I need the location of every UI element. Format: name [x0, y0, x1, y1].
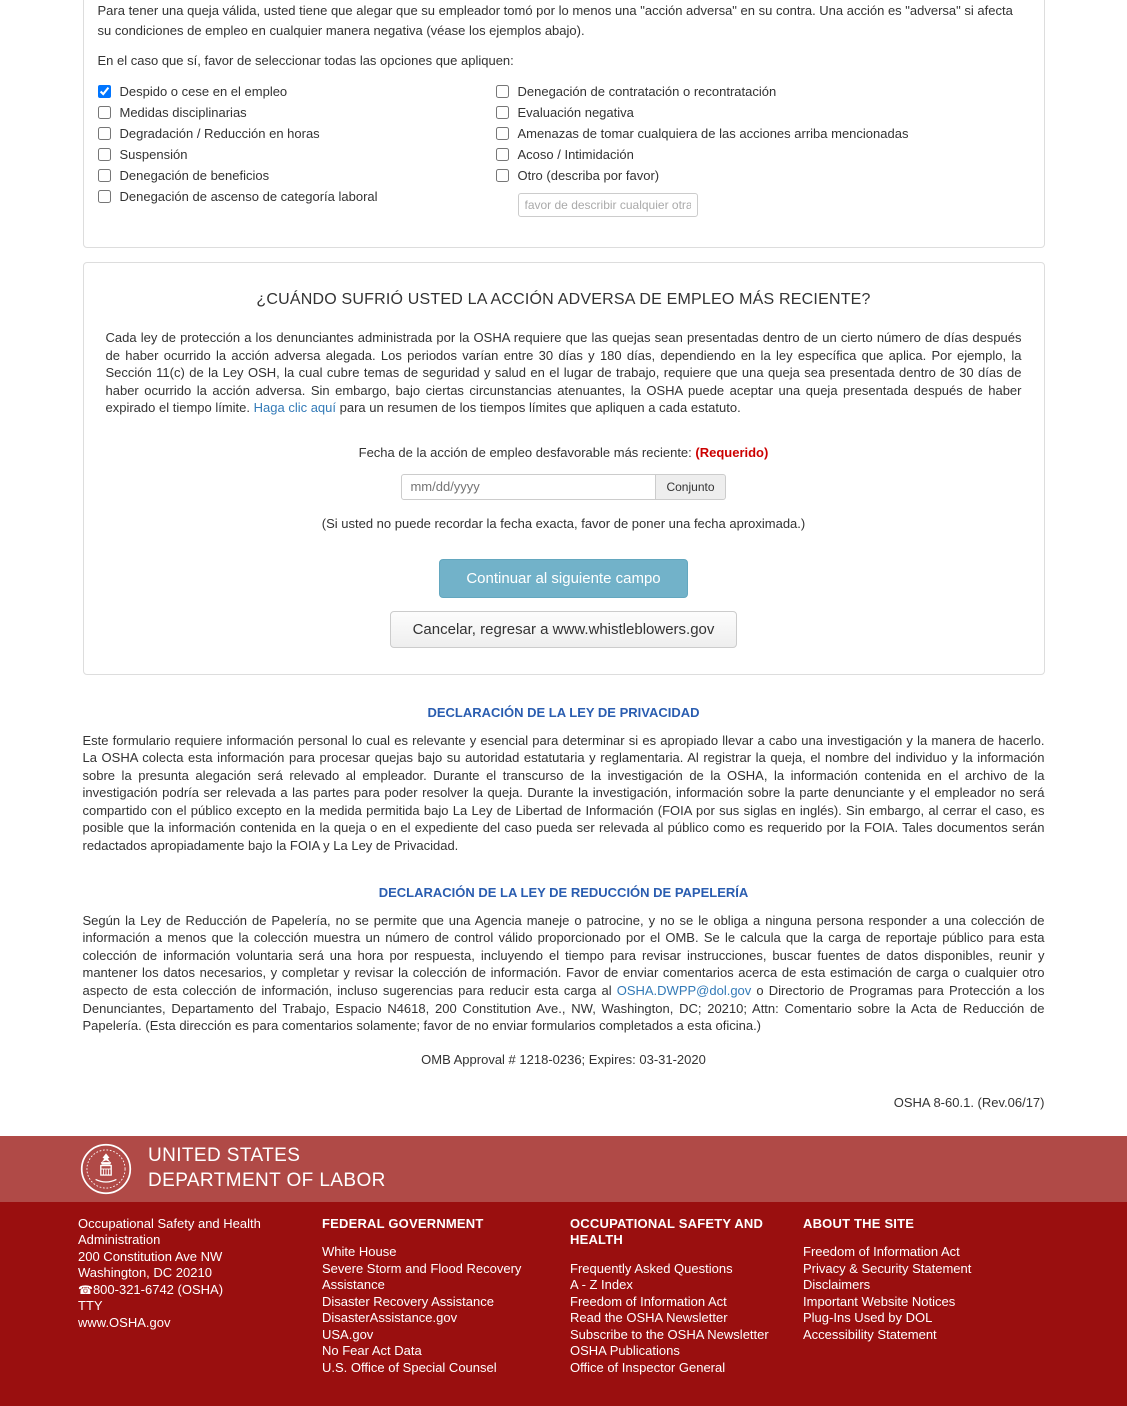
date-field-label: Fecha de la acción de empleo desfavorable más reciente:	[358, 444, 696, 460]
disclaimers-link[interactable]: Disclaimers	[803, 1277, 871, 1293]
paperwork-act-heading: DECLARACIÓN DE LA LEY DE REDUCCIÓN DE PAPELERÍA	[378, 884, 749, 900]
date-question-panel	[83, 262, 1045, 675]
read-newsletter-link[interactable]: Read the OSHA Newsletter	[570, 1310, 728, 1326]
option-label: Denegación de ascenso de categoría laboral	[119, 189, 378, 204]
footer-columns	[78, 1216, 1127, 1377]
body-text: o Directorio de Programas para Protección a los Denunciantes, Departamento del Trabajo, Espacio N4618, 200 Constitution Ave., NW, Washington, DC; 20210; Attn: Comentario sobre la Acta de Reducción de Papelería. (Esta dirección es para comentarios solamente; favor de no enviar formularios completados a esta oficina.)	[82, 983, 1045, 1034]
option-ascenso[interactable]	[98, 189, 496, 204]
body-text: Según la Ley de Reducción de Papelería, no se permite que una Agencia maneje o patrocine, y no se le obliga a ninguna persona responder a una colección de información a menos que la colección muestra un número de control válido proporcionado por el OMB. Se le calcula que la carga de reportaje público para esta colección de información voluntaria será una hora por respuesta, incluyendo el tiempo para revisar instrucciones, buscar fuentes de datos disponibles, reunir y mantener los datos necesarios, y completar y revisar la colección de información. Favor de enviar comentarios acerca de esta estimación de carga o cualquier otro aspecto de esta colección de información, incluso sugerencias para reducir esta carga al	[82, 912, 1045, 999]
dol-masthead	[0, 1136, 1127, 1202]
time-limits-link[interactable]: Haga clic aquí	[253, 400, 337, 415]
option-label: Suspensión	[119, 147, 188, 162]
date-question-body	[106, 329, 1022, 417]
agency-phone: 800-321-6742 (OSHA)	[92, 1281, 224, 1297]
option-medidas[interactable]	[98, 105, 496, 120]
website-notices-link[interactable]: Important Website Notices	[803, 1293, 956, 1309]
approximate-date-note: (Si usted no puede recordar la fecha exacta, favor de poner una fecha aproximada.)	[321, 515, 806, 531]
checkbox-column-right	[496, 78, 1026, 217]
masthead-line2: DEPARTMENT OF LABOR	[148, 1170, 386, 1192]
agency-phone-line	[78, 1282, 322, 1299]
privacy-act-heading: DECLARACIÓN DE LA LEY DE PRIVACIDAD	[427, 704, 700, 720]
form-actions	[106, 559, 1022, 648]
no-fear-act-link[interactable]: No Fear Act Data	[322, 1343, 422, 1359]
adverse-action-intro: Para tener una queja válida, usted tiene que alegar que su empleador tomó por lo menos una "acción adversa" en su contra. Una acción es "adversa" si afecta su condiciones de empleo en cualquier manera negativa (véase los ejemplos abajo).	[97, 3, 1013, 38]
checkbox-column-left	[98, 78, 496, 217]
body-text: Cada ley de protección a los denunciantes administrada por la OSHA requiere que las quejas sean presentadas dentro de un cierto número de días después de haber ocurrido la acción adversa alegada. Los periodos varían entre 30 días y 180 días, dependiendo en la ley específica que aplica. Por ejemplo, la Sección 11(c) de la Ley OSH, la cual cubre temas de seguridad y salud en el lugar de trabajo, requiere que una queja sea presentada dentro de 30 días de haber ocurrido la acción adversa. Sin embargo, bajo ciertas circunstancias atenuantes, la OSHA puede aceptar una queja presentada después de haber expirado el tiempo límite.	[105, 330, 1022, 415]
subscribe-newsletter-link[interactable]: Subscribe to the OSHA Newsletter	[570, 1326, 769, 1342]
option-label: Degradación / Reducción en horas	[119, 126, 320, 141]
storm-recovery-link[interactable]: Severe Storm and Flood Recovery Assistance	[322, 1260, 522, 1293]
option-label: Acoso / Intimidación	[517, 147, 634, 162]
federal-government-header: FEDERAL GOVERNMENT	[322, 1215, 484, 1231]
option-contratacion[interactable]	[496, 84, 1026, 99]
privacy-security-link[interactable]: Privacy & Security Statement	[803, 1260, 972, 1276]
usa-gov-link[interactable]: USA.gov	[322, 1326, 374, 1342]
option-label: Medidas disciplinarias	[119, 105, 247, 120]
agency-address2: Washington, DC 20210	[78, 1265, 212, 1281]
date-question-heading: ¿CUÁNDO SUFRIÓ USTED LA ACCIÓN ADVERSA DE EMPLEO MÁS RECIENTE?	[256, 291, 871, 308]
agency-name: Occupational Safety and Health Administration	[78, 1215, 261, 1248]
option-label: Otro (describa por favor)	[517, 168, 660, 183]
option-label: Evaluación negativa	[517, 105, 634, 120]
white-house-link[interactable]: White House	[322, 1244, 397, 1260]
phone-icon: ☎	[78, 1282, 93, 1297]
inspector-general-link[interactable]: Office of Inspector General	[570, 1359, 726, 1375]
about-site-header: ABOUT THE SITE	[803, 1215, 915, 1231]
beneficios-checkbox[interactable]	[98, 169, 111, 182]
option-label: Despido o cese en el empleo	[119, 84, 288, 99]
footer-contact-column	[78, 1216, 322, 1377]
option-otro[interactable]	[496, 168, 1026, 183]
faq-link[interactable]: Frequently Asked Questions	[570, 1260, 733, 1276]
checkbox-grid	[98, 78, 1026, 217]
about-foia-link[interactable]: Freedom of Information Act	[803, 1244, 960, 1260]
required-indicator: (Requerido)	[695, 444, 769, 460]
agency-address1: 200 Constitution Ave NW	[78, 1248, 223, 1264]
option-beneficios[interactable]	[98, 168, 496, 183]
body-text: para un resumen de los tiempos límites que apliquen a cada estatuto.	[336, 400, 741, 415]
conjunto-button[interactable]: Conjunto	[655, 474, 725, 500]
date-input[interactable]	[401, 474, 656, 500]
paperwork-act-body	[83, 912, 1045, 1035]
tty-link[interactable]: TTY	[78, 1298, 103, 1314]
option-degradacion[interactable]	[98, 126, 496, 141]
amenazas-checkbox[interactable]	[496, 127, 509, 140]
main-content	[83, 0, 1045, 1110]
osh-header: OCCUPATIONAL SAFETY AND HEALTH	[570, 1215, 764, 1248]
masthead-line1: UNITED STATES	[148, 1145, 301, 1167]
select-all-prompt: En el caso que sí, favor de seleccionar todas las opciones que apliquen:	[97, 53, 514, 68]
other-description-input[interactable]	[518, 193, 698, 217]
suspension-checkbox[interactable]	[98, 148, 111, 161]
osha-dwpp-email-link[interactable]: OSHA.DWPP@dol.gov	[616, 983, 752, 999]
publications-link[interactable]: OSHA Publications	[570, 1343, 680, 1359]
special-counsel-link[interactable]: U.S. Office of Special Counsel	[322, 1359, 497, 1375]
continue-button[interactable]: Continuar al siguiente campo	[439, 559, 687, 598]
degradacion-checkbox[interactable]	[98, 127, 111, 140]
option-despido[interactable]	[98, 84, 496, 99]
site-footer	[0, 1202, 1127, 1406]
masthead-text	[148, 1145, 386, 1192]
contratacion-checkbox[interactable]	[496, 85, 509, 98]
plugins-link[interactable]: Plug-Ins Used by DOL	[803, 1310, 933, 1326]
option-evaluacion[interactable]	[496, 105, 1026, 120]
option-suspension[interactable]	[98, 147, 496, 162]
accessibility-link[interactable]: Accessibility Statement	[803, 1326, 937, 1342]
option-label: Denegación de contratación o recontratación	[517, 84, 777, 99]
option-amenazas[interactable]	[496, 126, 1026, 141]
adverse-action-panel	[83, 0, 1045, 248]
omb-approval-line: OMB Approval # 1218-0236; Expires: 03-31-2020	[421, 1051, 706, 1067]
otro-checkbox[interactable]	[496, 169, 509, 182]
option-label: Denegación de beneficios	[119, 168, 270, 183]
option-label: Amenazas de tomar cualquiera de las acciones arriba mencionadas	[517, 126, 909, 141]
osha-gov-link[interactable]: www.OSHA.gov	[78, 1314, 171, 1330]
date-field-block	[106, 445, 1022, 531]
disaster-recovery-link[interactable]: Disaster Recovery Assistance	[322, 1293, 494, 1309]
footer-about-column	[803, 1216, 1003, 1377]
despido-checkbox[interactable]	[98, 85, 111, 98]
evaluacion-checkbox[interactable]	[496, 106, 509, 119]
date-input-group	[401, 474, 725, 500]
cancel-button[interactable]: Cancelar, regresar a www.whistleblowers.gov	[390, 611, 738, 648]
foia-link[interactable]: Freedom of Information Act	[570, 1293, 727, 1309]
dol-seal-icon	[80, 1143, 132, 1195]
disaster-assistance-link[interactable]: DisasterAssistance.gov	[322, 1310, 458, 1326]
footer-federal-column	[322, 1216, 570, 1377]
form-number: OSHA 8-60.1. (Rev.06/17)	[893, 1094, 1045, 1110]
footer-osh-column	[570, 1216, 803, 1377]
acoso-checkbox[interactable]	[496, 148, 509, 161]
az-index-link[interactable]: A - Z Index	[570, 1277, 633, 1293]
option-acoso[interactable]	[496, 147, 1026, 162]
medidas-checkbox[interactable]	[98, 106, 111, 119]
privacy-act-body: Este formulario requiere información personal lo cual es relevante y esencial para determinar si es apropiado llevar a cabo una investigación y la manera de hacerlo. La OSHA colecta esta información para procesar quejas bajo su autoridad estatutaria y reglamentaria. Al registrar la queja, el nombre del individuo y la información sobre la presunta alegación será relevado al empleador. Durante el transcurso de la investigación de la OSHA, la información contenida en el archivo de la investigación podría ser relevada a las partes para poder resolver la queja. Durante la investigación, información sobre la parte denunciante y el empleador no será compartido con el público excepto en la medida permitida bajo La Ley de Libertad de Información (FOIA por sus siglas en inglés). Sin embargo, al cerrar el caso, es posible que la información contenida en la queja o en el expediente del caso pueda ser relevada al público como es requerido por la FOIA. Tales documentos serán redactados apropiadamente bajo la FOIA y La Ley de Privacidad.	[82, 732, 1045, 854]
ascenso-checkbox[interactable]	[98, 190, 111, 203]
